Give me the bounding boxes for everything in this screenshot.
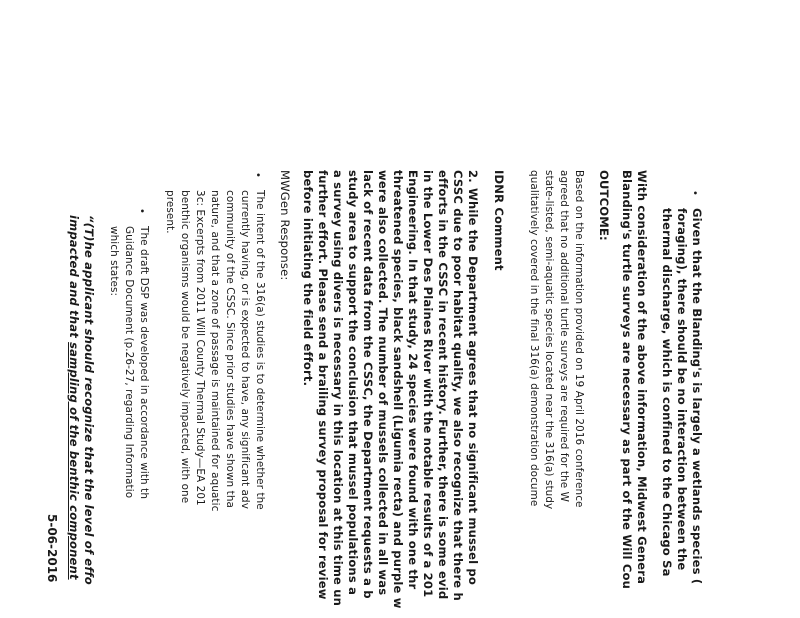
mwgen-1-line-6: benthic organisms would be negatively impacted, with one (179, 190, 191, 504)
idnr-line-6: threatened species, black sandshell (Ligumia recta) and purple w (391, 170, 405, 609)
mwgen-response-heading: MWGen Response: (278, 170, 292, 281)
outcome-line-1: Based on the information provided on 19 April 2016 conference (573, 170, 585, 508)
mwgen-2-line-3: which states: (108, 226, 120, 297)
mwgen-1-line-3: community of the CSSC. Since prior studies have shown tha (224, 190, 236, 508)
bullet-marker: • (252, 172, 263, 178)
idnr-line-10: a survey using divers is necessary in this location at this time un (331, 170, 345, 607)
quote-line-2 (67, 215, 81, 580)
mwgen-1-line-5: 3c: Excerpts from 2011 Will County Thermal Study—EA 201 (194, 190, 206, 506)
idnr-item-number: 2. (466, 170, 480, 183)
footer-date: 5-06-2016 (45, 514, 59, 583)
quote-line-1: “(T)he applicant should recognize that the level of effo (82, 215, 96, 585)
outcome-line-2: agreed that no additional turtle surveys are required for the W (558, 170, 570, 502)
quote-line-2-text: impacted and that (67, 215, 81, 343)
mwgen-1-line-1: The intent of the 316(a) studies is to determine whether the (254, 190, 266, 510)
outcome-line-4: qualitatively covered in the final 316(a) demonstration docume (528, 170, 540, 507)
mwgen-1-line-4: nature, and that a zone of passage is maintained for aquatic (209, 190, 221, 512)
quote-underlined-text: sampling of the benthic component (67, 342, 81, 580)
idnr-line-4: in the Lower Des Plaines River with the notable results of a 201 (421, 170, 435, 598)
mwgen-1-line-2: currently having, or is expected to have, any significant adv (239, 190, 251, 509)
idnr-line-11: further effort. Please send a brailing survey proposal for review (316, 170, 330, 600)
paragraph-1-line-3: thermal discharge, which is confined to the Chicago Sa (660, 208, 674, 577)
idnr-line-2: CSSC due to poor habitat quality, we also recognize that there h (451, 170, 465, 601)
outcome-line-3: state-listed, semi-aquatic species located near the 316(a) study (543, 170, 555, 510)
bullet-marker: • (136, 208, 147, 214)
bullet-marker: • (689, 190, 700, 196)
idnr-line-7: were also collected. The number of mussels collected in all was (376, 170, 390, 596)
mwgen-2-line-1: The draft DSP was developed in accordance with th (138, 226, 150, 500)
idnr-line-5: Engineering. In that study, 24 species were found with one thr (406, 170, 420, 590)
idnr-line-9: study area to support the conclusion that mussel populations a (346, 170, 360, 596)
idnr-line-3: efforts in the CSSC in recent history. Further, there is some evid (436, 170, 450, 600)
paragraph-1-line-1: Given that the Blanding's is largely a wetlands species ( (690, 208, 704, 585)
paragraph-2-line-2: Blanding's turtle surveys are necessary as part of the Will Cou (620, 170, 634, 589)
idnr-line-8: lack of recent data from the CSSC, the Department requests a b (361, 170, 375, 599)
paragraph-2-line-1: With consideration of the above information, Midwest Genera (635, 170, 649, 585)
idnr-line-12: before initiating the field effort. (301, 170, 315, 387)
outcome-heading: OUTCOME: (597, 170, 611, 241)
mwgen-1-line-7: present. (164, 190, 176, 234)
idnr-comment-heading: IDNR Comment (492, 170, 506, 271)
idnr-line-1: While the Department agrees that no significant mussel po (466, 188, 480, 585)
mwgen-2-line-2: Guidance Document (p.26-27, regarding Informatio (123, 226, 135, 499)
paragraph-1-line-2: foraging), there should be no interaction between the (675, 208, 689, 571)
